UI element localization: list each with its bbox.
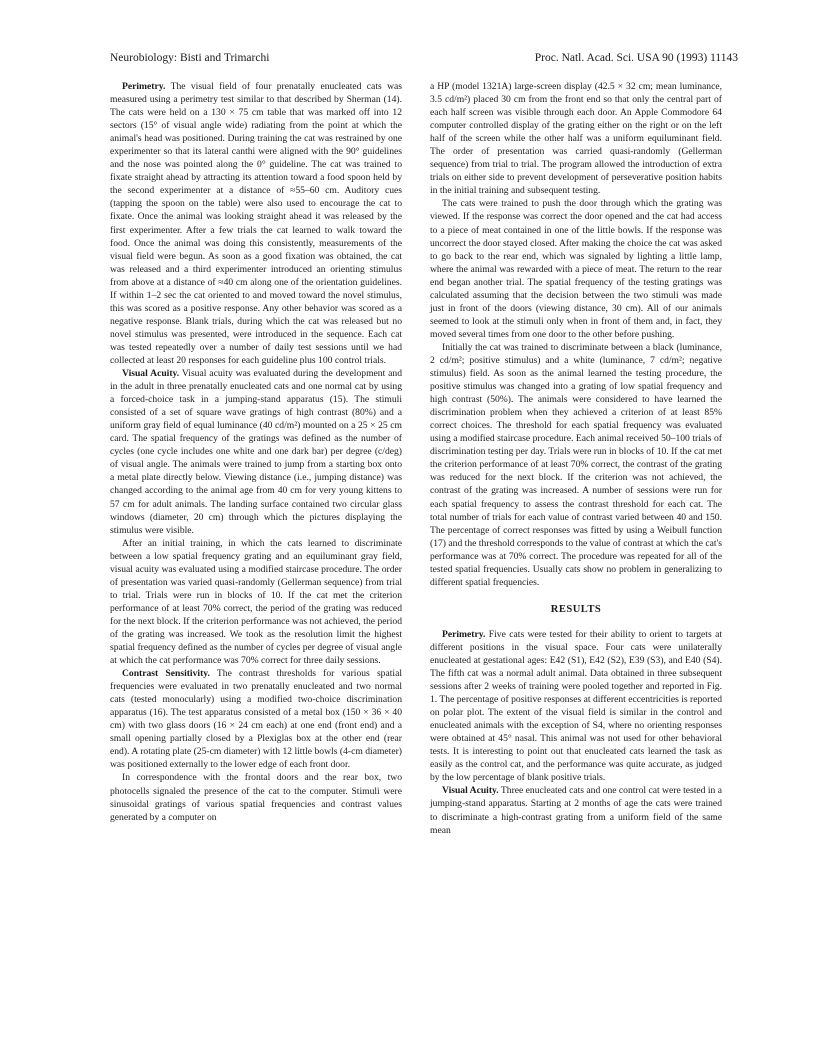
paragraph-display: a HP (model 1321A) large-screen display (42.5 × 32 cm; mean luminance, 3.5 cd/m²) placed 30 cm from the front end so that only the central part of each half screen was visible through each door. An Apple Commodore 64 computer controlled display of the grating either on the right or on the left half of the screen while the other half was a uniform equiluminant field. The order of presentation was carried quasi-randomly (Gellerman sequence) from trial to trial. The program allowed the introduction of extra trials on either side to prevent development of perseverative position habits in the initial training and subsequent testing. [430, 81, 722, 197]
paragraph-discrimination: Initially the cat was trained to discriminate between a black (luminance, 2 cd/m²; positive stimulus) and a white (luminance, 7 cd/m²; negative stimulus) field. As soon as the animal learned the testing procedure, the positive stimulus was changed into a grating of low spatial frequency and high contrast (50%). The animals were considered to have learned the discrimination problem when they achieved a criterion of at least 85% correct choices. The threshold for each spatial frequency was evaluated using a modified staircase procedure. Each animal received 50–100 trials of discrimination testing per day. Trials were run in blocks of 10. If the cat met the criterion performance of at least 70% correct, the contrast of the grating was reduced for the next block. If the criterion was not achieved, the contrast of the grating was increased. A number of sessions were run for each spatial frequency to assess the contrast threshold for each cat. The total number of trials for each value of contrast varied between 40 and 150. The percentage of correct responses was fitted by using a Weibull function (17) and the threshold corresponds to the value of contrast at which the cat's performance was at 70% correct. The procedure was repeated for all of the tested spatial frequencies. Usually cats show no problem in generalizing to different spatial frequencies. [430, 341, 722, 588]
running-header [110, 52, 738, 68]
paragraph-visual-acuity-methods [110, 367, 402, 537]
paragraph-perimetry-methods [110, 80, 402, 367]
heading-perimetry-results: Perimetry. [442, 628, 486, 640]
paragraph-visual-acuity-results [430, 784, 722, 836]
paragraph-photocells: In correspondence with the frontal doors and the rear box, two photocells signaled the presence of the cat to the computer. Stimuli were sinusoidal gratings of various spatial frequencies and contrast values generated by a computer on [110, 772, 402, 823]
paragraph-text: The contrast thresholds for various spatial frequencies were evaluated in two prenatally enucleated and two normal cats (tested monocularly) using a modified two-choice discrimination apparatus (16). The test apparatus consisted of a metal box (150 × 36 × 40 cm) with two glass doors (16 × 24 cm each) at one end (front end) and a small opening partially closed by a Plexiglas box at the other end (rear end). A rotating plate (25-cm diameter) with 12 little bowls (4-cm diameter) was positioned externally to the lower edge of each front door. [110, 668, 402, 771]
paragraph-door-training: The cats were trained to push the door through which the grating was viewed. If the response was correct the door opened and the cat had access to a piece of meat contained in one of the little bowls. If the response was uncorrect the door stayed closed. After making the choice the cat was asked to go back to the rear end, which was signaled by lighting a little lamp, where the animal was rewarded with a piece of meat. The return to the rear end began another trial. The spatial frequency of the testing gratings was calculated assuming that the decision between the two stimuli was made just in front of the doors (viewing distance, 30 cm). All of our animals seemed to look at the stimuli only when in front of them and, in fact, they moved several times from one door to the other before pushing. [430, 198, 722, 340]
left-column [110, 80, 402, 824]
paragraph-contrast-sensitivity [110, 667, 402, 771]
header-journal-section: Neurobiology: Bisti and Trimarchi [110, 52, 270, 64]
header-citation: Proc. Natl. Acad. Sci. USA 90 (1993) 11143 [534, 52, 738, 64]
paragraph-text: Five cats were tested for their ability to orient to targets at different positions in the visual space. Four cats were unilaterally enucleated at gestational ages: E42 (S1), E42 (S2), E39 (S3), and E40 (S4). The fifth cat was a normal adult animal. Data obtained in three subsequent sessions after 2 weeks of training were pooled together and reported in Fig. 1. The percentage of positive responses at different eccentricities is reported on polar plot. The extent of the visual field is similar in the control and enucleated animals with the exception of S4, where no orienting responses were obtained at 45° nasal. This animal was not used for other behavioral tests. It is interesting to point out that enucleated cats learned the task as easily as the control cat, and the performance was quite accurate, as judged by the low percentage of blank positive trials. [430, 628, 722, 784]
heading-perimetry: Perimetry. [122, 81, 166, 92]
paragraph-text: Visual acuity was evaluated during the development and in the adult in three prenatally enucleated cats and one normal cat by using a forced-choice task in a jumping-stand apparatus (15). The stimuli consisted of a set of square wave gratings of high contrast (80%) and a uniform gray field of equal luminance (40 cd/m²) mounted on a 25 × 25 cm card. The spatial frequency of the gratings was defined as the number of cycles (one cycle includes one white and one dark bar) per degree (c/deg) of visual angle. The animals were trained to jump from a starting box onto a metal plate directly below. Viewing distance (i.e., jumping distance) was changed according to the animal age from 40 cm for very young kittens to 57 cm for adult animals. The landing surface contained two circular glass windows (diameter, 20 cm) through which the pictures displaying the stimulus were visible. [110, 368, 403, 536]
paragraph-training: After an initial training, in which the cats learned to discriminate between a low spatial frequency grating and an equiluminant gray field, visual acuity was evaluated using a modified staircase procedure. The order of presentation was varied quasi-randomly (Gellerman sequence) from trial to trial. Trials were run in blocks of 10. If the cat met the criterion performance of at least 70% correct, the period of the grating was reduced for the next block. If the criterion performance was not achieved, the period of the grating was increased. We took as the resolution limit the highest spatial frequency defined as the number of cycles per degree of visual angle at which the cat performance was 70% correct for three daily sessions. [110, 537, 402, 667]
paragraph-text: Three enucleated cats and one control cat were tested in a jumping-stand apparatus. Starting at 2 months of age the cats were trained to discriminate a high-contrast grating from a uniform field of the same mean [430, 785, 722, 836]
heading-visual-acuity-results: Visual Acuity. [442, 785, 499, 797]
heading-visual-acuity: Visual Acuity. [122, 368, 180, 380]
heading-contrast-sensitivity: Contrast Sensitivity. [122, 668, 210, 680]
section-title-results: RESULTS [550, 603, 602, 615]
paragraph-text: The visual field of four prenatally enucleated cats was measured using a perimetry test similar to that described by Sherman (14). The cats were held on a 130 × 75 cm table that was marked off into 12 sectors (15° of visual angle wide) radiating from the point at which the animal's head was positioned. During training the cat was restrained by one experimenter so that its lateral canthi were aligned with the 90° guidelines and the nose was pointed along the 0° guideline. The cat was trained to fixate straight ahead by attracting its attention toward a food spoon held by the second experimenter at a distance of ≈55–60 cm. Auditory cues (tapping the spoon on the table) were also used to encourage the cat to fixate. Once the animal was looking straight ahead it was released by the first experimenter. After a few trials the cat learned to walk toward the food. Once the animal was doing this consistently, measurements of the visual field were begun. As soon as a good fixation was obtained, the cat was released and a third experimenter introduced an orienting stimulus from above at a distance of ≈40 cm along one of the orientation guidelines. If within 1–2 sec the cat oriented to and moved toward the novel stimulus, this was scored as a positive response. Any other behavior was scored as a negative response. Blank trials, during which the cat was released but no novel stimulus was presented, were introduced in the sequence. Each cat was tested repeatedly over a number of daily test sessions until we had collected at least 20 responses for each guideline plus 100 control trials. [110, 81, 402, 366]
paragraph-perimetry-results [430, 628, 722, 785]
right-column [430, 80, 722, 837]
